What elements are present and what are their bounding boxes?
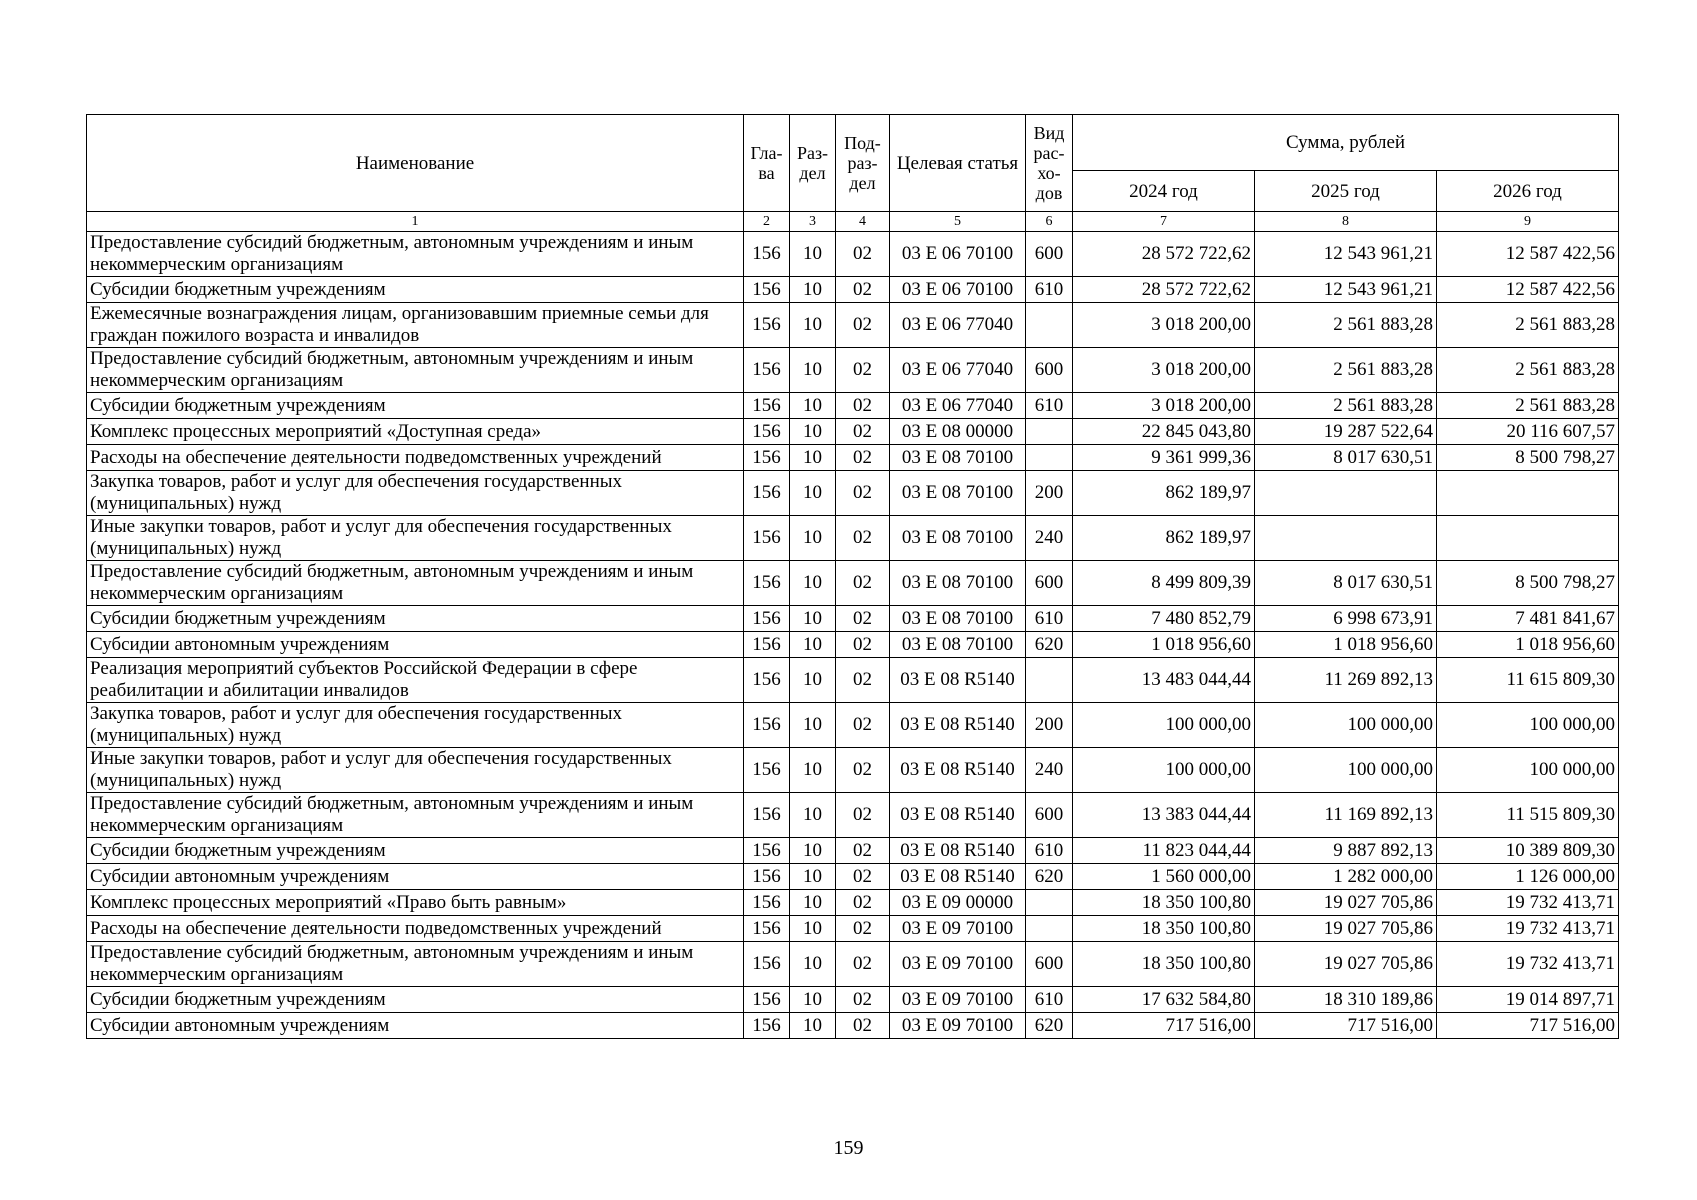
row-section: 10 (790, 916, 836, 942)
row-expense-type: 610 (1026, 606, 1073, 632)
row-expense-type: 610 (1026, 393, 1073, 419)
row-chapter: 156 (744, 348, 790, 393)
row-amount-2026: 12 587 422,56 (1437, 232, 1619, 277)
table-row (87, 793, 1619, 838)
row-subsection: 02 (836, 393, 890, 419)
row-subsection: 02 (836, 942, 890, 987)
row-amount-2026 (1437, 471, 1619, 516)
row-amount-2024: 17 632 584,80 (1073, 987, 1255, 1013)
row-expense-type (1026, 445, 1073, 471)
row-amount-2026: 19 732 413,71 (1437, 942, 1619, 987)
row-chapter: 156 (744, 277, 790, 303)
row-target-article: 03 Е 06 70100 (890, 277, 1026, 303)
row-section: 10 (790, 942, 836, 987)
row-amount-2024: 1 560 000,00 (1073, 864, 1255, 890)
row-amount-2024: 862 189,97 (1073, 516, 1255, 561)
row-amount-2026: 2 561 883,28 (1437, 393, 1619, 419)
row-name: Субсидии бюджетным учреждениям (87, 606, 744, 632)
row-amount-2026: 1 018 956,60 (1437, 632, 1619, 658)
row-amount-2025: 6 998 673,91 (1255, 606, 1437, 632)
row-amount-2024: 1 018 956,60 (1073, 632, 1255, 658)
row-amount-2026: 20 116 607,57 (1437, 419, 1619, 445)
header-subsection: Под-раз-дел (836, 115, 890, 212)
row-amount-2024: 18 350 100,80 (1073, 942, 1255, 987)
table-row (87, 561, 1619, 606)
row-name: Расходы на обеспечение деятельности подведомственных учреждений (87, 445, 744, 471)
row-target-article: 03 Е 08 R5140 (890, 748, 1026, 793)
row-name: Предоставление субсидий бюджетным, автономным учреждениям и иным некоммерческим организациям (87, 561, 744, 606)
row-section: 10 (790, 606, 836, 632)
table-row (87, 277, 1619, 303)
row-section: 10 (790, 987, 836, 1013)
row-target-article: 03 Е 08 70100 (890, 471, 1026, 516)
table-row (87, 632, 1619, 658)
row-section: 10 (790, 890, 836, 916)
table-row (87, 838, 1619, 864)
row-chapter: 156 (744, 516, 790, 561)
row-amount-2025: 11 169 892,13 (1255, 793, 1437, 838)
row-amount-2025: 19 027 705,86 (1255, 916, 1437, 942)
row-subsection: 02 (836, 838, 890, 864)
row-amount-2024: 13 483 044,44 (1073, 658, 1255, 703)
column-number: 8 (1255, 212, 1437, 232)
row-expense-type: 620 (1026, 632, 1073, 658)
page-number: 159 (833, 1137, 864, 1159)
row-amount-2024: 9 361 999,36 (1073, 445, 1255, 471)
column-number: 4 (836, 212, 890, 232)
row-section: 10 (790, 748, 836, 793)
row-chapter: 156 (744, 606, 790, 632)
row-subsection: 02 (836, 471, 890, 516)
row-subsection: 02 (836, 606, 890, 632)
table-row (87, 348, 1619, 393)
row-amount-2025: 2 561 883,28 (1255, 348, 1437, 393)
row-chapter: 156 (744, 419, 790, 445)
column-number: 9 (1437, 212, 1619, 232)
row-amount-2025 (1255, 516, 1437, 561)
row-expense-type (1026, 419, 1073, 445)
row-target-article: 03 Е 08 70100 (890, 632, 1026, 658)
row-chapter: 156 (744, 445, 790, 471)
row-target-article: 03 Е 08 R5140 (890, 838, 1026, 864)
row-name: Предоставление субсидий бюджетным, автономным учреждениям и иным некоммерческим организациям (87, 348, 744, 393)
table-row (87, 232, 1619, 277)
table-row (87, 748, 1619, 793)
row-amount-2024: 100 000,00 (1073, 703, 1255, 748)
row-amount-2024: 3 018 200,00 (1073, 303, 1255, 348)
row-amount-2024: 28 572 722,62 (1073, 277, 1255, 303)
row-chapter: 156 (744, 632, 790, 658)
row-name: Субсидии бюджетным учреждениям (87, 393, 744, 419)
row-amount-2026: 100 000,00 (1437, 748, 1619, 793)
row-amount-2026: 10 389 809,30 (1437, 838, 1619, 864)
row-amount-2025: 18 310 189,86 (1255, 987, 1437, 1013)
row-amount-2025 (1255, 471, 1437, 516)
row-chapter: 156 (744, 393, 790, 419)
row-expense-type (1026, 658, 1073, 703)
row-amount-2025: 8 017 630,51 (1255, 561, 1437, 606)
row-target-article: 03 Е 08 70100 (890, 606, 1026, 632)
row-section: 10 (790, 419, 836, 445)
row-amount-2025: 12 543 961,21 (1255, 277, 1437, 303)
table-row (87, 303, 1619, 348)
row-name: Иные закупки товаров, работ и услуг для обеспечения государственных (муниципальных) нужд (87, 516, 744, 561)
row-name: Субсидии автономным учреждениям (87, 632, 744, 658)
row-subsection: 02 (836, 419, 890, 445)
row-target-article: 03 Е 08 R5140 (890, 864, 1026, 890)
row-amount-2026: 7 481 841,67 (1437, 606, 1619, 632)
row-subsection: 02 (836, 516, 890, 561)
row-subsection: 02 (836, 793, 890, 838)
row-name: Комплекс процессных мероприятий «Право быть равным» (87, 890, 744, 916)
row-section: 10 (790, 277, 836, 303)
row-name: Субсидии автономным учреждениям (87, 864, 744, 890)
row-amount-2026: 19 732 413,71 (1437, 890, 1619, 916)
row-amount-2024: 28 572 722,62 (1073, 232, 1255, 277)
row-name: Субсидии бюджетным учреждениям (87, 838, 744, 864)
row-expense-type (1026, 890, 1073, 916)
row-chapter: 156 (744, 1013, 790, 1039)
row-expense-type: 610 (1026, 987, 1073, 1013)
row-name: Закупка товаров, работ и услуг для обеспечения государственных (муниципальных) нужд (87, 471, 744, 516)
row-name: Субсидии бюджетным учреждениям (87, 277, 744, 303)
row-name: Закупка товаров, работ и услуг для обеспечения государственных (муниципальных) нужд (87, 703, 744, 748)
row-section: 10 (790, 703, 836, 748)
row-chapter: 156 (744, 232, 790, 277)
row-section: 10 (790, 838, 836, 864)
row-name: Расходы на обеспечение деятельности подведомственных учреждений (87, 916, 744, 942)
row-chapter: 156 (744, 658, 790, 703)
row-amount-2024: 7 480 852,79 (1073, 606, 1255, 632)
row-amount-2026: 2 561 883,28 (1437, 303, 1619, 348)
row-chapter: 156 (744, 561, 790, 606)
row-section: 10 (790, 561, 836, 606)
row-name: Предоставление субсидий бюджетным, автономным учреждениям и иным некоммерческим организациям (87, 942, 744, 987)
row-subsection: 02 (836, 864, 890, 890)
row-chapter: 156 (744, 864, 790, 890)
row-section: 10 (790, 1013, 836, 1039)
row-target-article: 03 Е 09 00000 (890, 890, 1026, 916)
row-amount-2025: 100 000,00 (1255, 703, 1437, 748)
row-subsection: 02 (836, 561, 890, 606)
row-name: Субсидии автономным учреждениям (87, 1013, 744, 1039)
table-row (87, 419, 1619, 445)
column-number: 3 (790, 212, 836, 232)
row-amount-2024: 717 516,00 (1073, 1013, 1255, 1039)
row-chapter: 156 (744, 748, 790, 793)
row-subsection: 02 (836, 445, 890, 471)
row-chapter: 156 (744, 471, 790, 516)
table-row (87, 658, 1619, 703)
row-section: 10 (790, 632, 836, 658)
row-expense-type (1026, 916, 1073, 942)
row-target-article: 03 Е 09 70100 (890, 942, 1026, 987)
row-amount-2024: 11 823 044,44 (1073, 838, 1255, 864)
row-subsection: 02 (836, 348, 890, 393)
row-amount-2024: 22 845 043,80 (1073, 419, 1255, 445)
row-target-article: 03 Е 08 70100 (890, 516, 1026, 561)
row-chapter: 156 (744, 890, 790, 916)
row-amount-2025: 717 516,00 (1255, 1013, 1437, 1039)
row-name: Ежемесячные вознаграждения лицам, организовавшим приемные семьи для граждан пожилого возраста и инвалидов (87, 303, 744, 348)
row-amount-2025: 12 543 961,21 (1255, 232, 1437, 277)
header-year-2025: 2025 год (1255, 171, 1437, 212)
row-amount-2024: 100 000,00 (1073, 748, 1255, 793)
row-section: 10 (790, 393, 836, 419)
header-target-article: Целевая статья (890, 115, 1026, 212)
row-section: 10 (790, 232, 836, 277)
row-amount-2024: 8 499 809,39 (1073, 561, 1255, 606)
row-name: Реализация мероприятий субъектов Российской Федерации в сфере реабилитации и абилитации инвалидов (87, 658, 744, 703)
row-amount-2025: 19 287 522,64 (1255, 419, 1437, 445)
row-amount-2026: 2 561 883,28 (1437, 348, 1619, 393)
row-amount-2024: 862 189,97 (1073, 471, 1255, 516)
row-section: 10 (790, 303, 836, 348)
column-number: 1 (87, 212, 744, 232)
row-amount-2026: 11 515 809,30 (1437, 793, 1619, 838)
row-section: 10 (790, 658, 836, 703)
row-name: Иные закупки товаров, работ и услуг для обеспечения государственных (муниципальных) нужд (87, 748, 744, 793)
table-row (87, 516, 1619, 561)
row-amount-2025: 100 000,00 (1255, 748, 1437, 793)
row-target-article: 03 Е 09 70100 (890, 916, 1026, 942)
row-amount-2025: 1 018 956,60 (1255, 632, 1437, 658)
row-target-article: 03 Е 08 00000 (890, 419, 1026, 445)
row-target-article: 03 Е 08 R5140 (890, 793, 1026, 838)
row-subsection: 02 (836, 658, 890, 703)
row-chapter: 156 (744, 916, 790, 942)
row-subsection: 02 (836, 277, 890, 303)
row-expense-type: 600 (1026, 232, 1073, 277)
header-expense-type: Вид рас-хо-дов (1026, 115, 1073, 212)
row-section: 10 (790, 471, 836, 516)
row-subsection: 02 (836, 987, 890, 1013)
header-chapter: Гла-ва (744, 115, 790, 212)
budget-table (86, 114, 1619, 1039)
row-subsection: 02 (836, 232, 890, 277)
column-number-row (87, 212, 1619, 232)
row-amount-2025: 11 269 892,13 (1255, 658, 1437, 703)
row-subsection: 02 (836, 890, 890, 916)
row-chapter: 156 (744, 838, 790, 864)
row-amount-2025: 2 561 883,28 (1255, 393, 1437, 419)
row-target-article: 03 Е 06 77040 (890, 303, 1026, 348)
column-number: 7 (1073, 212, 1255, 232)
row-amount-2026: 19 014 897,71 (1437, 987, 1619, 1013)
row-subsection: 02 (836, 1013, 890, 1039)
row-expense-type: 240 (1026, 748, 1073, 793)
row-subsection: 02 (836, 303, 890, 348)
row-amount-2026: 8 500 798,27 (1437, 445, 1619, 471)
row-amount-2025: 2 561 883,28 (1255, 303, 1437, 348)
row-amount-2024: 3 018 200,00 (1073, 348, 1255, 393)
row-amount-2025: 9 887 892,13 (1255, 838, 1437, 864)
row-amount-2025: 19 027 705,86 (1255, 890, 1437, 916)
row-expense-type: 600 (1026, 942, 1073, 987)
row-chapter: 156 (744, 987, 790, 1013)
row-amount-2025: 19 027 705,86 (1255, 942, 1437, 987)
row-section: 10 (790, 864, 836, 890)
row-amount-2025: 8 017 630,51 (1255, 445, 1437, 471)
row-amount-2026: 11 615 809,30 (1437, 658, 1619, 703)
row-subsection: 02 (836, 748, 890, 793)
row-section: 10 (790, 516, 836, 561)
header-year-2026: 2026 год (1437, 171, 1619, 212)
row-amount-2026: 8 500 798,27 (1437, 561, 1619, 606)
row-target-article: 03 Е 08 R5140 (890, 703, 1026, 748)
column-number: 2 (744, 212, 790, 232)
row-expense-type: 240 (1026, 516, 1073, 561)
row-expense-type: 200 (1026, 703, 1073, 748)
row-amount-2026: 717 516,00 (1437, 1013, 1619, 1039)
table-row (87, 916, 1619, 942)
table-row (87, 445, 1619, 471)
row-section: 10 (790, 348, 836, 393)
header-section: Раз-дел (790, 115, 836, 212)
row-expense-type: 600 (1026, 348, 1073, 393)
row-expense-type (1026, 303, 1073, 348)
row-target-article: 03 Е 08 R5140 (890, 658, 1026, 703)
row-amount-2024: 3 018 200,00 (1073, 393, 1255, 419)
row-amount-2026: 100 000,00 (1437, 703, 1619, 748)
row-chapter: 156 (744, 703, 790, 748)
row-expense-type: 200 (1026, 471, 1073, 516)
row-amount-2025: 1 282 000,00 (1255, 864, 1437, 890)
row-chapter: 156 (744, 793, 790, 838)
header-sum: Сумма, рублей (1073, 115, 1619, 171)
row-subsection: 02 (836, 632, 890, 658)
table-row (87, 864, 1619, 890)
row-expense-type: 600 (1026, 561, 1073, 606)
row-subsection: 02 (836, 916, 890, 942)
row-target-article: 03 Е 06 77040 (890, 348, 1026, 393)
row-expense-type: 600 (1026, 793, 1073, 838)
row-expense-type: 620 (1026, 864, 1073, 890)
table-row (87, 471, 1619, 516)
row-amount-2024: 18 350 100,80 (1073, 890, 1255, 916)
row-amount-2026: 12 587 422,56 (1437, 277, 1619, 303)
table-row (87, 1013, 1619, 1039)
row-amount-2026: 19 732 413,71 (1437, 916, 1619, 942)
column-number: 5 (890, 212, 1026, 232)
row-target-article: 03 Е 09 70100 (890, 1013, 1026, 1039)
row-section: 10 (790, 445, 836, 471)
row-name: Предоставление субсидий бюджетным, автономным учреждениям и иным некоммерческим организациям (87, 793, 744, 838)
row-target-article: 03 Е 06 70100 (890, 232, 1026, 277)
row-target-article: 03 Е 09 70100 (890, 987, 1026, 1013)
row-target-article: 03 Е 08 70100 (890, 445, 1026, 471)
table-row (87, 987, 1619, 1013)
column-number: 6 (1026, 212, 1073, 232)
table-row (87, 606, 1619, 632)
header-name: Наименование (87, 115, 744, 212)
row-expense-type: 620 (1026, 1013, 1073, 1039)
table-header (87, 115, 1619, 232)
row-section: 10 (790, 793, 836, 838)
row-target-article: 03 Е 08 70100 (890, 561, 1026, 606)
row-chapter: 156 (744, 942, 790, 987)
row-target-article: 03 Е 06 77040 (890, 393, 1026, 419)
row-chapter: 156 (744, 303, 790, 348)
row-name: Субсидии бюджетным учреждениям (87, 987, 744, 1013)
row-subsection: 02 (836, 703, 890, 748)
row-amount-2024: 13 383 044,44 (1073, 793, 1255, 838)
row-amount-2024: 18 350 100,80 (1073, 916, 1255, 942)
row-amount-2026: 1 126 000,00 (1437, 864, 1619, 890)
table-row (87, 703, 1619, 748)
table-row (87, 942, 1619, 987)
row-name: Комплекс процессных мероприятий «Доступная среда» (87, 419, 744, 445)
table-row (87, 393, 1619, 419)
table-row (87, 890, 1619, 916)
table-body (87, 232, 1619, 1039)
row-amount-2026 (1437, 516, 1619, 561)
row-expense-type: 610 (1026, 838, 1073, 864)
row-name: Предоставление субсидий бюджетным, автономным учреждениям и иным некоммерческим организациям (87, 232, 744, 277)
header-year-2024: 2024 год (1073, 171, 1255, 212)
row-expense-type: 610 (1026, 277, 1073, 303)
